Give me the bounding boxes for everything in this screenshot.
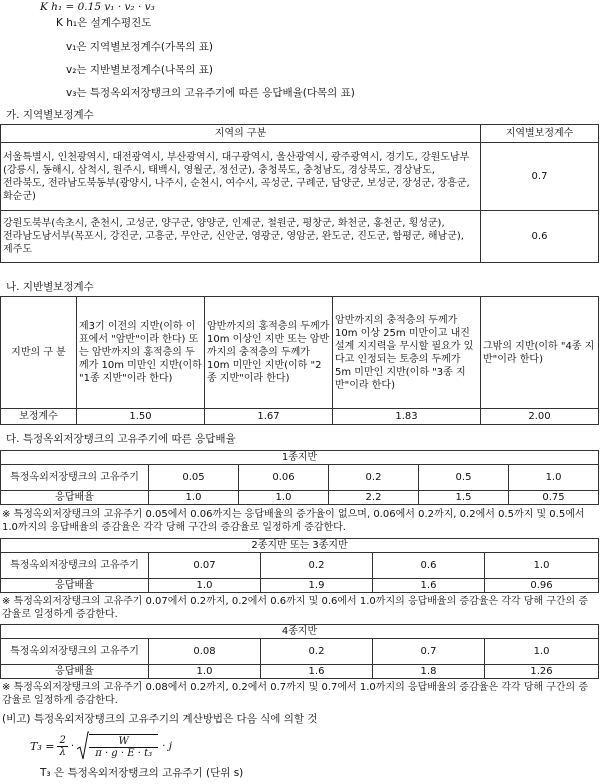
t3-note: ※ 특정옥외저장탱크의 고유주기 0.08에서 0.2까지, 0.2에서 0.7까지 및 0.7에서 1.0까지의 응답배율의 증감율은 각각 당해 구간의 증감율로 일정하게 증감한다. xyxy=(2,682,589,706)
ground-type-1: 제3기 이전의 지반(이하 이 표에서 "암반"이라 한다) 또는 암반까지의 홍적층의 두께가 10m 미만인 지반(이하 "1종 지반"이라 한다) xyxy=(77,297,205,409)
ground-type-2: 암반까지의 홍적층의 두께가 10m 이상인 지반 또는 암반까지의 충적층의 두께가 10m 미만인 지반(이하 "2종 지반"이라 한다) xyxy=(205,297,333,409)
t1-period-5: 1.0 xyxy=(509,465,599,491)
t2-ratio-2: 1.9 xyxy=(261,579,373,593)
t2-period-3: 0.6 xyxy=(373,553,485,579)
t1-ratio-3: 2.2 xyxy=(329,491,419,505)
formula-root-num: W xyxy=(89,736,158,748)
formula-tail: · j xyxy=(162,740,173,752)
t2-ratio-3: 1.6 xyxy=(373,579,485,593)
t1-ratio-label: 응답배율 xyxy=(1,491,149,505)
t2-title: 2종지반 또는 3종지반 xyxy=(1,539,599,553)
response-table-type1 xyxy=(0,450,599,505)
t2-period-4: 1.0 xyxy=(485,553,599,579)
formula-root-den: π · g · E · t₃ xyxy=(95,747,153,759)
period-formula xyxy=(30,730,172,762)
t3-period-2: 0.2 xyxy=(261,639,373,665)
ground-value-4: 2.00 xyxy=(481,409,599,425)
formula-root-fraction xyxy=(89,734,158,759)
t3-ratio-3: 1.8 xyxy=(373,665,485,679)
response-table-type4 xyxy=(0,624,599,679)
sqrt-icon xyxy=(77,731,89,761)
region-row-1: 서울특별시, 인천광역시, 대전광역시, 부산광역시, 대구광역시, 울산광역시, 광주광역시, 경기도, 강원도남부(강릉시, 동해시, 삼척시, 원주시, 태백시, 영월군, 정선군), 충청북도, 충청남도, 경상북도, 경상남도, 전라북도, 전라남도북동부(광양시, 나주시, 순천시, 여수시, 곡성군, 구례군, 담양군, 보성군, 장성군, 장흥군, 화순군) xyxy=(1,143,481,211)
region-row-2-value: 0.6 xyxy=(481,211,599,263)
t2-period-1: 0.07 xyxy=(149,553,261,579)
t1-period-4: 0.5 xyxy=(419,465,509,491)
formula-frac-num: 2 xyxy=(59,734,66,746)
t1-ratio-4: 1.5 xyxy=(419,491,509,505)
formula-frac-den: λ xyxy=(59,746,66,758)
header-region-coef: 지역별보정계수 xyxy=(481,125,599,143)
t2-period-2: 0.2 xyxy=(261,553,373,579)
def-v1: v₁은 지역별보정계수(가목의 표) xyxy=(66,41,214,53)
region-row-1-value: 0.7 xyxy=(481,143,599,211)
last-line: T₃ 은 특정옥외저장탱크의 고유주기 (단위 s) xyxy=(40,767,244,779)
t1-period-label: 특정옥외저장탱크의 고유주기 xyxy=(1,465,149,491)
ground-value-3: 1.83 xyxy=(333,409,481,425)
t2-ratio-4: 0.96 xyxy=(485,579,599,593)
t3-period-4: 1.0 xyxy=(485,639,599,665)
t1-ratio-2: 1.0 xyxy=(239,491,329,505)
def-kh1: K h₁은 설계수평진도 xyxy=(56,17,152,29)
t1-note: ※ 특정옥외저장탱크의 고유주기 0.05에서 0.06까지는 응답배율의 증가율이 없으며, 0.06에서 0.2까지, 0.2에서 0.5까지 및 0.5에서 1.0까지의 응답배율의 증감율은 각각 당해 구간의 증감율로 일정하게 증감한다. xyxy=(2,509,585,533)
t1-title: 1종지반 xyxy=(1,451,599,465)
section-ga-heading: 가. 지역별보정계수 xyxy=(6,109,94,121)
formula-lhs: T₃ = xyxy=(30,739,55,753)
t1-ratio-1: 1.0 xyxy=(149,491,239,505)
formula-fraction xyxy=(57,735,67,758)
section-da-heading: 다. 특정옥외저장탱크의 고유주기에 따른 응답배율 xyxy=(6,433,236,445)
t2-ratio-label: 응답배율 xyxy=(1,579,149,593)
t3-ratio-2: 1.6 xyxy=(261,665,373,679)
t1-period-1: 0.05 xyxy=(149,465,239,491)
response-table-type2-3 xyxy=(0,538,599,593)
region-coefficient-table xyxy=(0,124,599,263)
formula-kh1: K h₁ = 0.15 v₁ · v₂ · v₃ xyxy=(40,1,155,13)
def-v2: v₂는 지반별보정계수(나목의 표) xyxy=(66,64,214,76)
t1-period-2: 0.06 xyxy=(239,465,329,491)
t2-note: ※ 특정옥외저장탱크의 고유주기 0.07에서 0.2까지, 0.2에서 0.6까지 및 0.6에서 1.0까지의 응답배율의 증감율은 각각 당해 구간의 증감율로 일정하게 증감한다. xyxy=(2,596,589,620)
remark-line: (비고) 특정옥외저장탱크의 고유주기의 계산방법은 다음 식에 의할 것 xyxy=(2,713,318,725)
t2-period-label: 특정옥외저장탱크의 고유주기 xyxy=(1,553,149,579)
t3-period-3: 0.7 xyxy=(373,639,485,665)
ground-value-1: 1.50 xyxy=(77,409,205,425)
t3-ratio-1: 1.0 xyxy=(149,665,261,679)
formula-dot: · xyxy=(70,740,75,752)
def-v3: v₃는 특정옥외저장탱크의 고유주기에 따른 응답배율(다목의 표) xyxy=(66,87,355,99)
t1-ratio-5: 0.75 xyxy=(509,491,599,505)
t3-title: 4종지반 xyxy=(1,625,599,639)
ground-row-label: 보정계수 xyxy=(1,409,77,425)
header-region: 지역의 구분 xyxy=(1,125,481,143)
region-row-2: 강원도북부(속초시, 춘천시, 고성군, 양구군, 양양군, 인제군, 철원군, 평창군, 화천군, 홍천군, 횡성군), 전라남도남서부(목포시, 강진군, 고흥군, 무안군, 신안군, 영광군, 영암군, 완도군, 진도군, 함평군, 해남군), 제주도 xyxy=(1,211,481,263)
ground-head: 지반의 구 분 xyxy=(1,297,77,409)
section-na-heading: 나. 지반별보정계수 xyxy=(6,281,94,293)
ground-type-3: 암반까지의 충적층의 두께가 10m 이상 25m 미만이고 내진설계 지지력을 무시할 필요가 있다고 인정되는 토층의 두께가 5m 미만인 지반(이하 "3종 지반"이라 한다) xyxy=(333,297,481,409)
ground-coefficient-table xyxy=(0,296,599,425)
ground-type-4: 그밖의 지반(이하 "4종 지반"이라 한다) xyxy=(481,297,599,409)
ground-value-2: 1.67 xyxy=(205,409,333,425)
t3-period-1: 0.08 xyxy=(149,639,261,665)
t1-period-3: 0.2 xyxy=(329,465,419,491)
t2-ratio-1: 1.0 xyxy=(149,579,261,593)
t3-ratio-label: 응답배율 xyxy=(1,665,149,679)
t3-ratio-4: 1.26 xyxy=(485,665,599,679)
t3-period-label: 특정옥외저장탱크의 고유주기 xyxy=(1,639,149,665)
